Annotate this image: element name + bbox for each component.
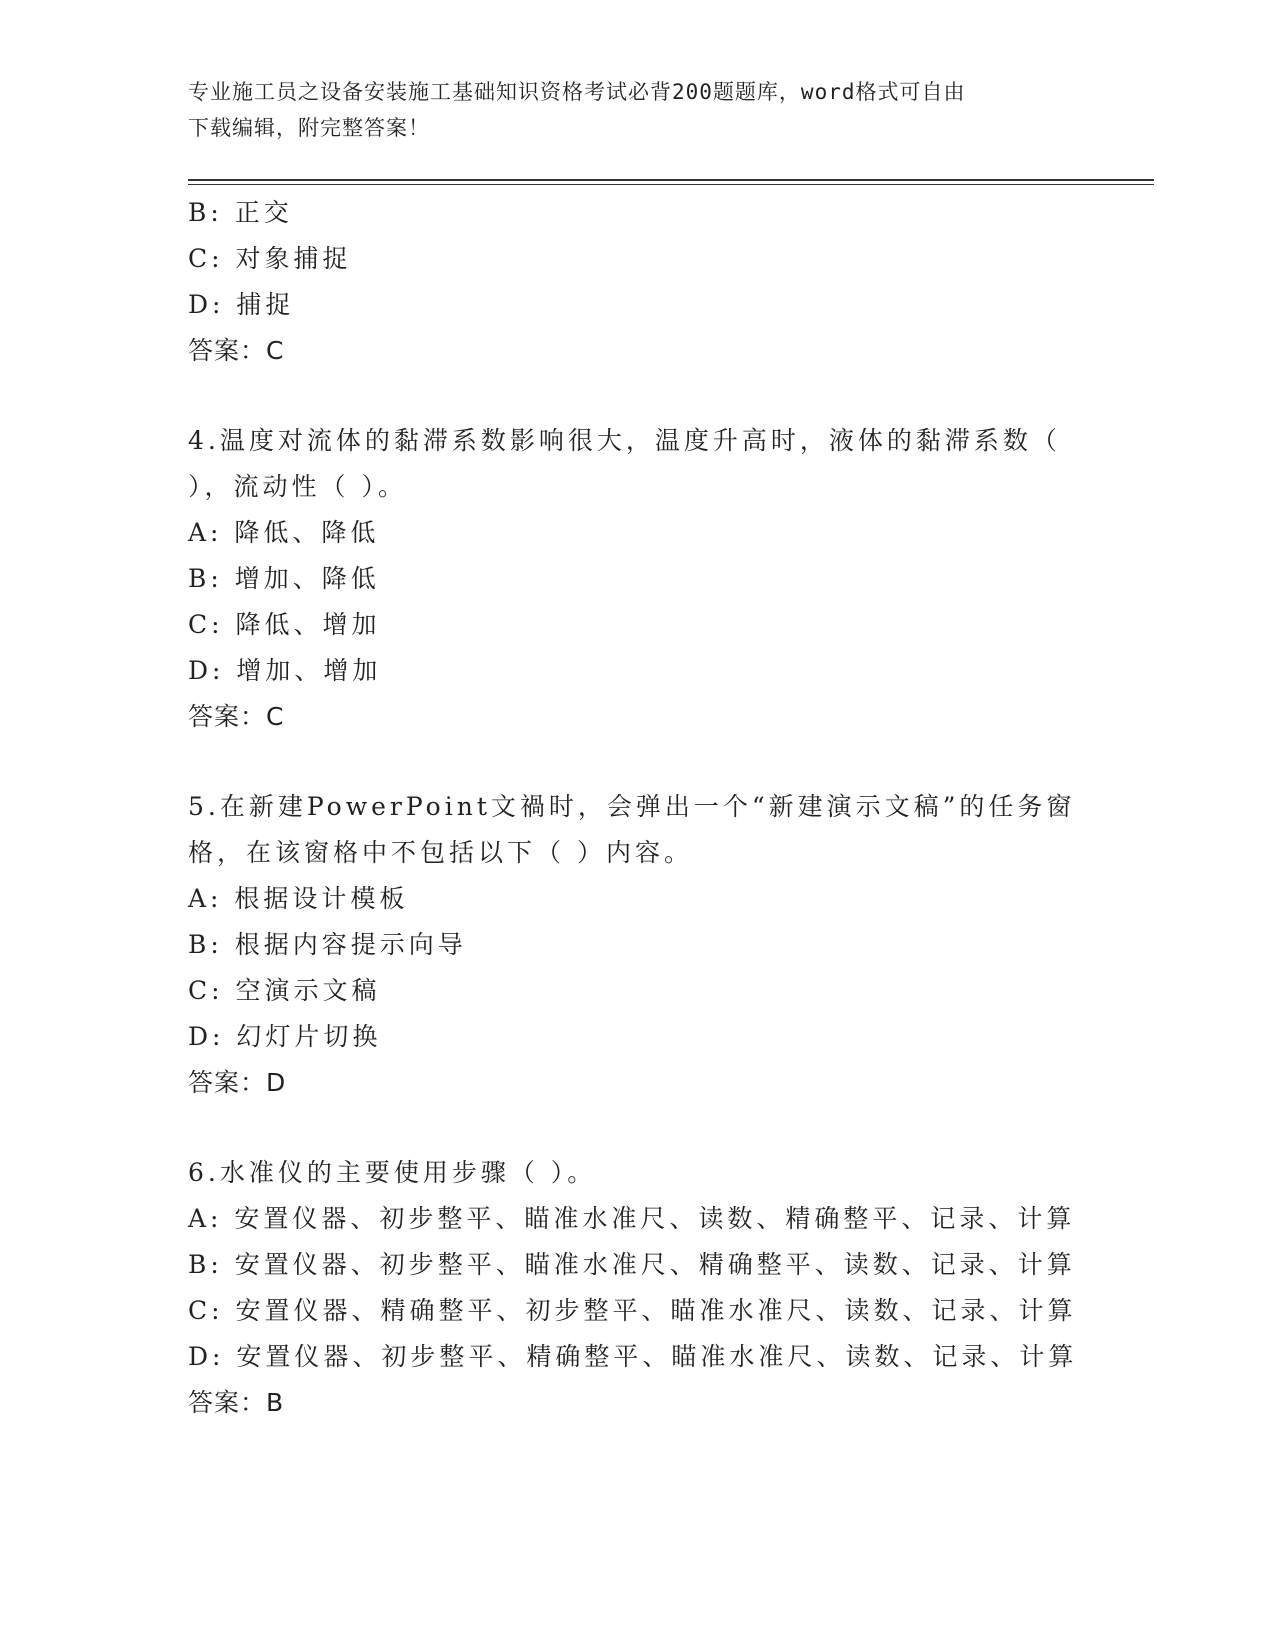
option-d: D: 幻灯片切换	[188, 1022, 382, 1051]
question-3-tail	[188, 190, 1088, 374]
option-a: A: 根据设计模板	[188, 884, 409, 913]
option-c: C: 对象捕捉	[188, 244, 352, 273]
answer-line: 答案：B	[188, 1388, 285, 1417]
question-4	[188, 418, 1088, 740]
option-a: A: 降低、降低	[188, 518, 380, 547]
header-divider-thin	[188, 184, 1154, 185]
answer-line: 答案：C	[188, 702, 285, 731]
option-b: B: 根据内容提示向导	[188, 930, 467, 959]
question-stem-line: 格，在该窗格中不包括以下（ ）内容。	[188, 838, 693, 867]
option-b: B: 安置仪器、初步整平、瞄准水准尺、精确整平、读数、记录、计算	[188, 1250, 1076, 1279]
question-content	[188, 190, 1088, 1426]
option-c: C: 空演示文稿	[188, 976, 381, 1005]
header-divider-thick	[188, 179, 1154, 181]
option-d: D: 安置仪器、初步整平、精确整平、瞄准水准尺、读数、记录、计算	[188, 1342, 1078, 1371]
header-line-1: 专业施工员之设备安装施工基础知识资格考试必背200题题库，word格式可自由	[188, 80, 966, 104]
answer-line: 答案：C	[188, 336, 285, 365]
option-a: A: 安置仪器、初步整平、瞄准水准尺、读数、精确整平、记录、计算	[188, 1204, 1076, 1233]
option-c: C: 安置仪器、精确整平、初步整平、瞄准水准尺、读数、记录、计算	[188, 1296, 1077, 1325]
option-d: D: 捕捉	[188, 290, 295, 319]
answer-line: 答案：D	[188, 1068, 287, 1097]
question-stem-line: 6.水准仪的主要使用步骤（ ）。	[188, 1158, 597, 1187]
question-stem-line: 5.在新建PowerPoint文禍时，会弹出一个“新建演示文稿”的任务窗	[188, 792, 1076, 821]
document-header	[188, 74, 1068, 146]
option-b: B: 增加、降低	[188, 564, 380, 593]
option-c: C: 降低、增加	[188, 610, 381, 639]
question-stem-line: ），流动性（ ）。	[188, 472, 407, 501]
question-6	[188, 1150, 1088, 1426]
question-stem-line: 4.温度对流体的黏滞系数影响很大，温度升高时，液体的黏滞系数（	[188, 426, 1061, 455]
header-line-2: 下载编辑，附完整答案！	[188, 116, 430, 140]
option-d: D: 增加、增加	[188, 656, 382, 685]
option-b: B: 正交	[188, 198, 293, 227]
question-5	[188, 784, 1088, 1106]
